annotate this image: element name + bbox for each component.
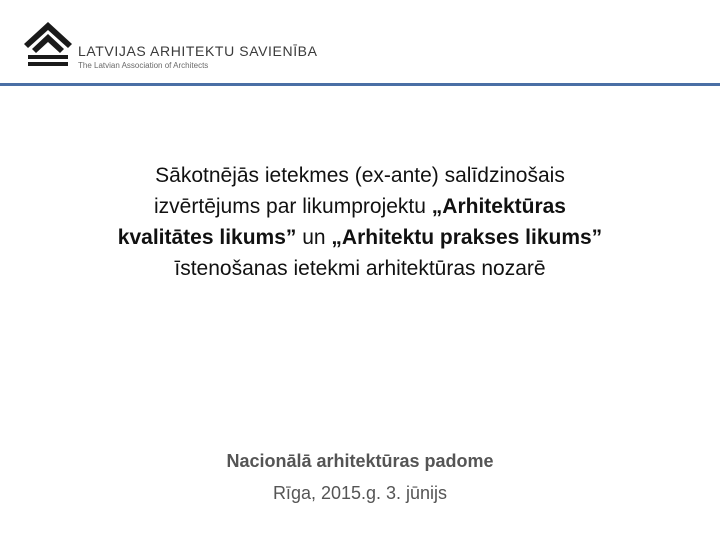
header-divider bbox=[0, 83, 720, 86]
title-line-3-bold-2: „Arhitektu prakses likums” bbox=[331, 226, 603, 249]
title-line-3-text: un bbox=[296, 226, 332, 249]
title-line-2-bold: „Arhitektūras bbox=[431, 195, 566, 218]
presentation-date: Rīga, 2015.g. 3. jūnijs bbox=[272, 483, 448, 503]
header bbox=[0, 0, 720, 84]
title-line-2-text: izvērtējums par likumprojektu bbox=[154, 195, 432, 218]
title-line-3 bbox=[40, 222, 680, 253]
title-line-1: Sākotnējās ietekmes (ex-ante) salīdzinošais bbox=[155, 164, 565, 187]
title-line-3-bold: kvalitātes likums” bbox=[117, 226, 297, 249]
title-line-2 bbox=[40, 191, 680, 222]
title-line-4: īstenošanas ietekmi arhitektūras nozarē bbox=[174, 257, 546, 280]
slide-title bbox=[40, 160, 680, 284]
organization-subtitle: The Latvian Association of Architects bbox=[78, 61, 209, 70]
presenter-name: Nacionālā arhitektūras padome bbox=[226, 451, 494, 471]
organization-name: LATVIJAS ARHITEKTU SAVIENĪBA bbox=[78, 43, 318, 59]
house-roof-logo-icon bbox=[22, 20, 74, 72]
